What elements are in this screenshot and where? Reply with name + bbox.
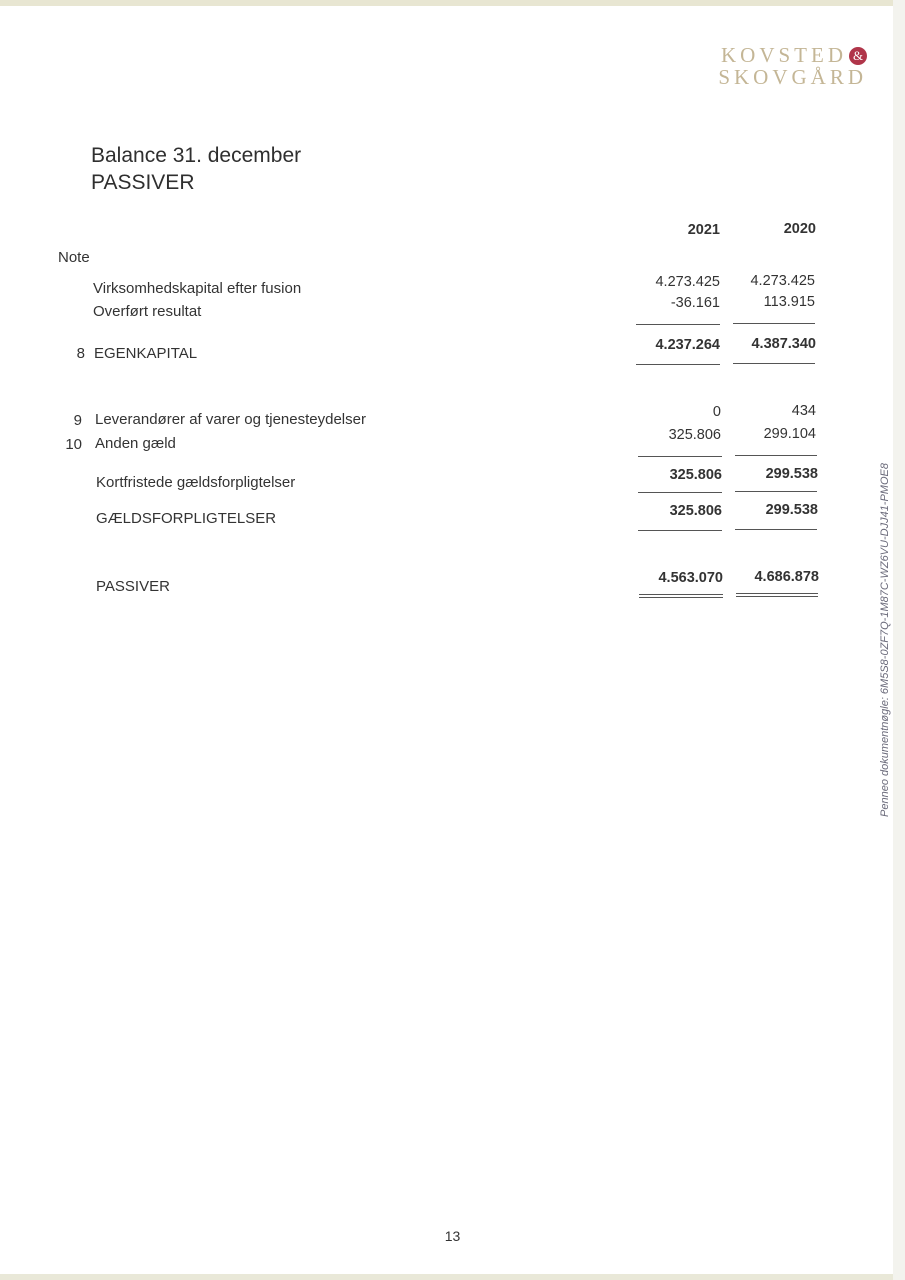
row-value-2020: 113.915 bbox=[763, 294, 815, 310]
row-value-2020: 299.104 bbox=[763, 426, 816, 442]
column-header-2021: 2021 bbox=[687, 222, 720, 238]
company-logo bbox=[718, 44, 867, 88]
row-value-2021: -36.161 bbox=[670, 295, 720, 311]
row-value-2021: 325.806 bbox=[668, 427, 721, 443]
page-title bbox=[91, 142, 301, 196]
row-value-2021: 325.806 bbox=[669, 467, 722, 483]
row-value-2021: 4.273.425 bbox=[655, 274, 720, 290]
row-label: Kortfristede gældsforpligtelser bbox=[96, 474, 296, 491]
row-label: Anden gæld bbox=[95, 435, 176, 452]
row-label: Leverandører af varer og tjenesteydelser bbox=[95, 411, 366, 428]
total-rule bbox=[733, 363, 815, 364]
column-header-2020: 2020 bbox=[783, 221, 816, 237]
subtotal-rule bbox=[636, 324, 720, 325]
row-label: Virksomhedskapital efter fusion bbox=[93, 280, 302, 297]
grand-total-rule bbox=[736, 596, 818, 597]
logo-ampersand-icon: & bbox=[849, 47, 867, 65]
grand-total-rule bbox=[639, 597, 723, 598]
row-value-2020: 299.538 bbox=[765, 502, 818, 518]
row-value-2021: 4.237.264 bbox=[655, 337, 720, 353]
row-note: 8 bbox=[76, 345, 85, 362]
document-page bbox=[0, 6, 893, 1274]
row-note: 9 bbox=[73, 412, 82, 429]
total-rule bbox=[638, 530, 722, 531]
grand-total-rule bbox=[736, 593, 818, 594]
row-value-2020: 4.686.878 bbox=[754, 569, 819, 585]
row-value-2020: 4.273.425 bbox=[750, 273, 815, 289]
row-value-2021: 325.806 bbox=[669, 503, 722, 519]
row-label: Overført resultat bbox=[93, 303, 202, 320]
subtotal-rule bbox=[733, 323, 815, 324]
row-label: GÆLDSFORPLIGTELSER bbox=[96, 510, 277, 527]
row-value-2021: 4.563.070 bbox=[658, 570, 723, 586]
row-label: PASSIVER bbox=[96, 578, 170, 595]
subtotal-rule bbox=[638, 492, 722, 493]
page-number: 13 bbox=[444, 1228, 461, 1244]
row-value-2021: 0 bbox=[712, 404, 721, 420]
row-value-2020: 4.387.340 bbox=[751, 336, 816, 352]
subtotal-rule bbox=[638, 456, 722, 457]
page-edge-right bbox=[893, 0, 905, 1280]
title-line-1: Balance 31. december bbox=[91, 144, 302, 167]
logo-line-2: SKOVGÅRD bbox=[718, 65, 867, 89]
total-rule bbox=[636, 364, 720, 365]
total-rule bbox=[735, 529, 817, 530]
row-note: 10 bbox=[65, 436, 82, 453]
subtotal-rule bbox=[735, 455, 817, 456]
logo-line-1: KOVSTED bbox=[721, 43, 847, 67]
document-key-watermark: Penneo dokumentnøgle: 6M5S8-0ZF7Q-1M87C-WZ6VU-DJJ41-PMOE8 bbox=[879, 463, 891, 817]
grand-total-rule bbox=[639, 594, 723, 595]
title-line-2: PASSIVER bbox=[91, 171, 195, 194]
row-value-2020: 434 bbox=[791, 403, 816, 419]
row-label: EGENKAPITAL bbox=[94, 345, 198, 362]
subtotal-rule bbox=[735, 491, 817, 492]
column-header-note: Note bbox=[58, 249, 90, 266]
row-value-2020: 299.538 bbox=[765, 466, 818, 482]
